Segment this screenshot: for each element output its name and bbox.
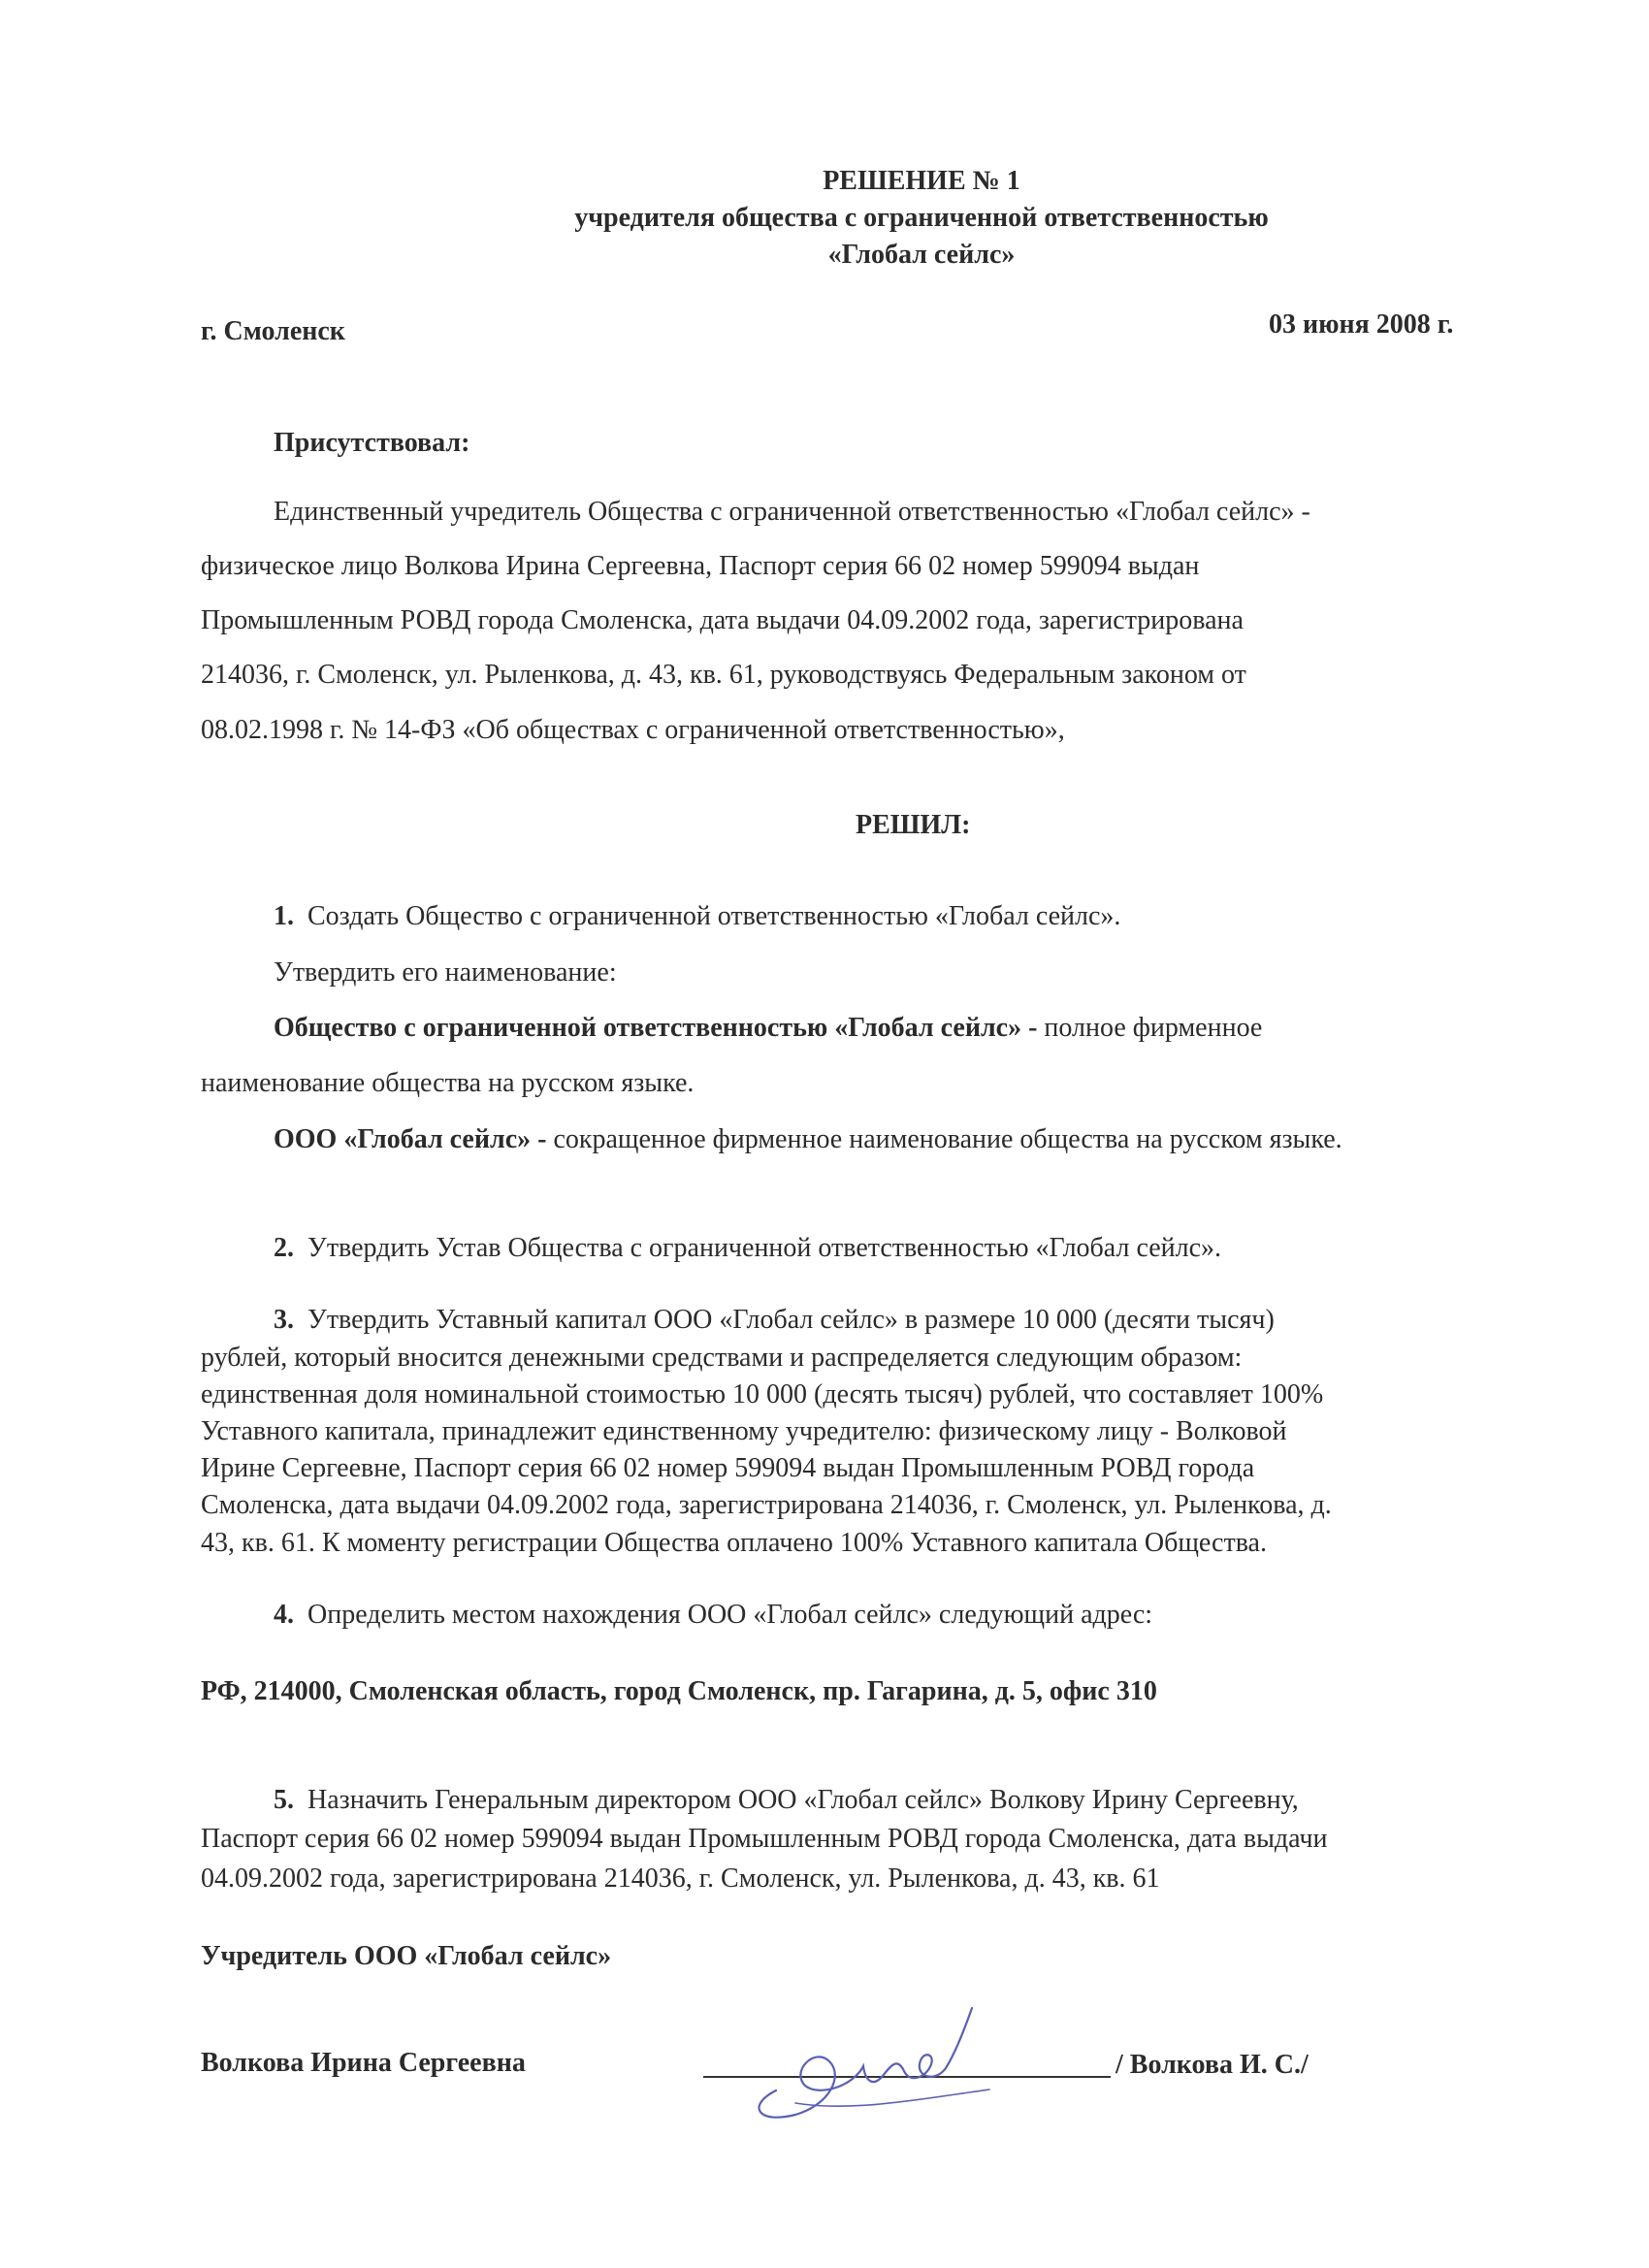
item-3-line: Ирине Сергеевне, Паспорт серия 66 02 номер 599094 выдан Промышленным РОВД города (201, 1453, 1255, 1483)
item-number: 1. (274, 901, 294, 931)
approve-name-text: Утвердить его наименование: (274, 957, 617, 988)
item-number: 2. (274, 1233, 294, 1263)
full-name-bold: Общество с ограниченной ответственностью «Глобал сейлс» - (274, 1013, 1038, 1043)
item-text: Создать Общество с ограниченной ответственностью «Глобал сейлс». (307, 901, 1121, 931)
item-4 (274, 1599, 1152, 1632)
item-1 (274, 900, 1120, 933)
item-number: 5. (274, 1785, 294, 1815)
item-text: Утвердить Устав Общества с ограниченной ответственностью «Глобал сейлс». (307, 1233, 1222, 1263)
founder-label: Учредитель ООО «Глобал сейлс» (201, 1941, 612, 1971)
founder-name: Волкова Ирина Сергеевна (201, 2048, 526, 2078)
date: 03 июня 2008 г. (1269, 309, 1454, 340)
item-text: Утвердить Уставный капитал ООО «Глобал сейлс» в размере 10 000 (десяти тысяч) (307, 1305, 1275, 1335)
item-3-line: Смоленска, дата выдачи 04.09.2002 года, зарегистрирована 214036, г. Смоленск, ул. Рыленкова, д. (201, 1490, 1332, 1520)
intro-line: физическое лицо Волкова Ирина Сергеевна, Паспорт серия 66 02 номер 599094 выдан (201, 551, 1200, 581)
item-text: Назначить Генеральным директором ООО «Глобал сейлс» Волкову Ирину Сергеевну, (307, 1785, 1299, 1815)
item-number: 3. (274, 1305, 294, 1335)
item-number: 4. (274, 1600, 294, 1630)
signature-decoded-name: / Волкова И. С./ (1116, 2050, 1309, 2080)
document-title: РЕШЕНИЕ № 1 (823, 166, 1020, 196)
item-5-line: 04.09.2002 года, зарегистрирована 214036, г. Смоленск, ул. Рыленкова, д. 43, кв. 61 (201, 1863, 1160, 1894)
signature (737, 1989, 1009, 2134)
intro-line: 08.02.1998 г. № 14-ФЗ «Об обществах с ограниченной ответственностью», (201, 715, 1065, 745)
short-name-line (274, 1123, 1342, 1156)
full-name-rest: полное фирменное (1044, 1013, 1263, 1043)
full-name-line (274, 1013, 1570, 1044)
short-name-rest: сокращенное фирменное наименование общества на русском языке. (553, 1124, 1342, 1154)
intro-line: 214036, г. Смоленск, ул. Рыленкова, д. 43, кв. 61, руководствуясь Федеральным законом от (201, 660, 1246, 690)
item-3-line (274, 1305, 1570, 1336)
item-2 (274, 1232, 1221, 1265)
item-3-line: единственная доля номинальной стоимостью 10 000 (десять тысяч) рублей, что составляет 100% (201, 1379, 1324, 1409)
present-label: Присутствовал: (274, 428, 470, 458)
item-3-line: рублей, который вносится денежными средствами и распределяется следующим образом: (201, 1343, 1243, 1373)
company-name-heading: «Глобал сейлс» (827, 240, 1016, 270)
item-5-line: Паспорт серия 66 02 номер 599094 выдан Промышленным РОВД города Смоленска, дата выдачи (201, 1824, 1328, 1854)
address: РФ, 214000, Смоленская область, город Смоленск, пр. Гагарина, д. 5, офис 310 (201, 1676, 1157, 1706)
decided-label: РЕШИЛ: (856, 810, 971, 840)
item-5-line (274, 1785, 1570, 1816)
item-3-line: 43, кв. 61. К моменту регистрации Общества оплачено 100% Уставного капитала Общества. (201, 1528, 1267, 1558)
intro-line: Промышленным РОВД города Смоленска, дата выдачи 04.09.2002 года, зарегистрирована (201, 605, 1244, 635)
place: г. Смоленск (201, 316, 345, 346)
intro-line: Единственный учредитель Общества с ограниченной ответственностью «Глобал сейлс» - (274, 497, 1310, 527)
item-text: Определить местом нахождения ООО «Глобал сейлс» следующий адрес: (307, 1600, 1153, 1630)
document-subtitle: учредителя общества с ограниченной ответственностью (574, 203, 1269, 233)
short-name-bold: ООО «Глобал сейлс» - (274, 1124, 547, 1154)
full-name-line-2: наименование общества на русском языке. (201, 1068, 695, 1098)
item-3-line: Уставного капитала, принадлежит единственному учредителю: физическому лицу - Волковой (201, 1416, 1287, 1446)
